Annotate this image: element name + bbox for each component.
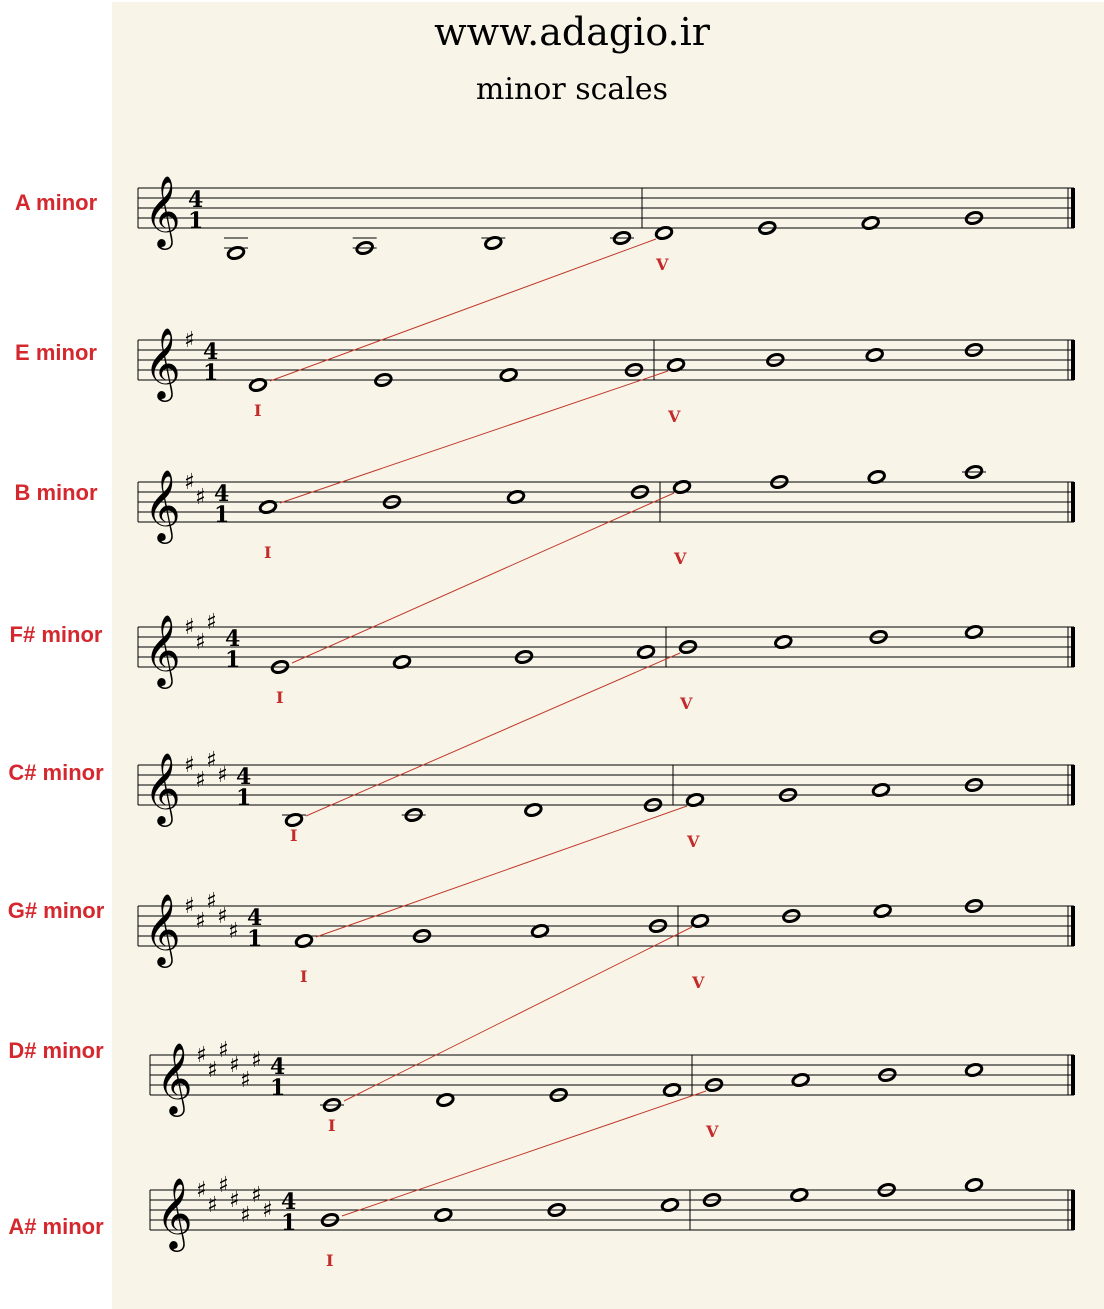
treble-clef-icon: 𝄞 [144,326,181,399]
page-subtitle: minor scales [475,72,669,107]
sharp-icon: ♯ [251,1183,262,1208]
dominant-connector-line [306,653,680,816]
sharp-icon: ♯ [184,894,195,919]
roman-numeral-v: V [706,1122,719,1141]
dominant-connector-line [280,371,668,503]
sharp-icon: ♯ [206,610,217,635]
roman-numeral-v: V [674,549,687,568]
treble-clef-icon: 𝄞 [144,892,181,965]
time-signature-top: 4 [247,905,263,931]
sharp-icon: ♯ [229,1053,240,1078]
scale-label: B minor [14,480,98,505]
sharp-icon: ♯ [195,485,206,510]
sharp-icon: ♯ [228,919,239,944]
time-signature-bottom: 1 [236,785,252,811]
roman-numeral-v: V [668,407,681,426]
final-barline-thick [1071,482,1075,522]
time-signature-top: 4 [225,626,241,652]
sharp-icon: ♯ [196,1043,207,1068]
sharp-icon: ♯ [195,768,206,793]
time-signature-bottom: 1 [247,926,263,952]
time-signature-bottom: 1 [225,647,241,673]
time-signature-bottom: 1 [270,1075,286,1101]
treble-clef-icon: 𝄞 [144,468,181,541]
time-signature-top: 4 [281,1189,297,1215]
roman-numeral-i: I [264,543,272,562]
time-signature-bottom: 1 [203,360,219,386]
sharp-icon: ♯ [218,1173,229,1198]
time-signature-top: 4 [214,481,230,507]
roman-numeral-i: I [300,967,308,986]
sharp-icon: ♯ [218,1038,229,1063]
final-barline-thick [1071,340,1075,380]
time-signature-top: 4 [236,764,252,790]
sharp-icon: ♯ [207,1193,218,1218]
scale-label: C# minor [8,760,104,785]
sharp-icon: ♯ [184,470,195,495]
sharp-icon: ♯ [217,904,228,929]
roman-numeral-i: I [290,826,298,845]
roman-numeral-i: I [328,1116,336,1135]
time-signature-top: 4 [203,339,219,365]
treble-clef-icon: 𝄞 [156,1041,193,1114]
time-signature-bottom: 1 [188,208,204,234]
sharp-icon: ♯ [251,1048,262,1073]
sharp-icon: ♯ [206,748,217,773]
sharp-icon: ♯ [229,1188,240,1213]
final-barline-thick [1071,188,1075,228]
roman-numeral-i: I [276,688,284,707]
final-barline-thick [1071,1190,1075,1230]
final-barline-thick [1071,765,1075,805]
scale-label: G# minor [7,898,105,923]
time-signature-bottom: 1 [281,1210,297,1236]
treble-clef-icon: 𝄞 [144,613,181,686]
treble-clef-icon: 𝄞 [156,1176,193,1249]
final-barline-thick [1071,627,1075,667]
final-barline-thick [1071,906,1075,946]
scale-label: A# minor [8,1214,104,1239]
page-title: www.adagio.ir [434,10,710,54]
sharp-icon: ♯ [240,1068,251,1093]
treble-clef-icon: 𝄞 [144,174,181,247]
roman-numeral-v: V [680,694,693,713]
dominant-connector-line [316,806,687,937]
dominant-connector-line [342,1091,706,1216]
scale-label: F# minor [9,622,103,647]
sharp-icon: ♯ [184,615,195,640]
roman-numeral-i: I [326,1251,334,1270]
sharp-icon: ♯ [206,889,217,914]
time-signature-top: 4 [188,187,204,213]
sharp-icon: ♯ [184,328,195,353]
sharp-icon: ♯ [184,753,195,778]
roman-numeral-v: V [656,255,669,274]
roman-numeral-v: V [692,973,705,992]
final-barline-thick [1071,1055,1075,1095]
roman-numeral-i: I [254,401,262,420]
sharp-icon: ♯ [217,763,228,788]
time-signature-top: 4 [270,1054,286,1080]
time-signature-bottom: 1 [214,502,230,528]
scale-label: A minor [14,190,98,215]
sharp-icon: ♯ [262,1198,273,1223]
sharp-icon: ♯ [195,630,206,655]
sharp-icon: ♯ [240,1203,251,1228]
treble-clef-icon: 𝄞 [144,751,181,824]
scale-label: D# minor [8,1038,104,1063]
sharp-icon: ♯ [196,1178,207,1203]
sharp-icon: ♯ [207,1058,218,1083]
roman-numeral-v: V [687,832,700,851]
scale-label: E minor [15,340,97,365]
sharp-icon: ♯ [195,909,206,934]
